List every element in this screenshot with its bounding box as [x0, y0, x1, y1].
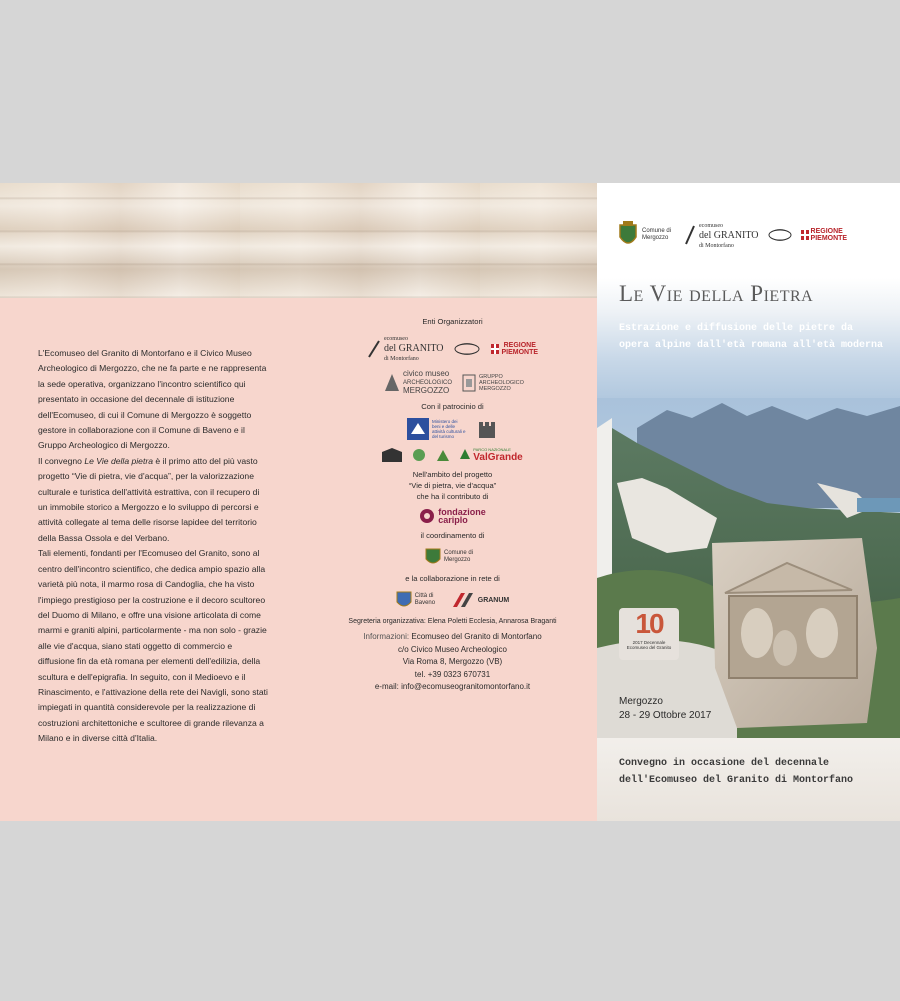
ambito-label: Nell'ambito del progetto	[412, 470, 493, 479]
progetto-name: “Vie di pietra, vie d'acqua”	[408, 481, 497, 490]
decennale-caption: Ecomuseo del Granito	[626, 645, 672, 650]
cover-subtitle: Estrazione e diffusione delle pietre da opera alpine dall'età romana all'età moderna	[619, 323, 884, 351]
temple-icon	[462, 373, 476, 393]
intro-paragraph-3: Tali elementi, fondanti per l'Ecomuseo del Granito, sono al centro dell'incontro scientifico, che dedica ampio spazio alla varietà più nota, il marmo rosa di Candoglia, che ha visto l'impiego prestigioso per la costruzione e il decoro scultoreo del Duomo di Milano, e offre una visione articolata di come marmi e graniti alpini, particolarmente - ma non solo - grazie alle vie d'acqua, siano stati oggetto di commercio e diffusione fin da età romana per elementi dell'edilizia, della scultura e dell'epigrafia. In seguito, con il Medioevo e il Rinascimento, e l'attivazione della rete dei Navigli, sono stati impiegati in quantità considerevole per la realizzazione di costruzioni architettoniche e scultoree di grande rilevanza a Milano e in diverse città d'Italia.	[38, 548, 268, 744]
contributo-label: che ha il contributo di	[416, 492, 489, 501]
regione-logo	[491, 342, 538, 356]
ministero-text: Ministero dei beni e delle attività culturali e del turismo	[432, 419, 466, 439]
granito-mid: del GRANITO	[383, 343, 444, 354]
tree-icon	[460, 449, 470, 461]
enti-logos-row-2	[320, 370, 585, 395]
convegno-line-2: dell'Ecomuseo del Granito di Montorfano	[619, 775, 854, 786]
fondazione-icon	[419, 508, 435, 524]
cover-coat-of-arms-icon	[617, 221, 639, 249]
stele-relief	[712, 538, 877, 728]
coordinamento-row	[320, 547, 585, 567]
quarry-photo	[597, 398, 900, 738]
info-line-4: tel. +39 0323 670731	[414, 669, 491, 679]
cover-regione-2: PIEMONTE	[810, 235, 848, 242]
patrocinio-logos-row-1	[320, 418, 585, 440]
cover-granito-mid: del GRANITO	[699, 229, 759, 241]
cover-comune-text: Comune di Mergozzo	[642, 228, 672, 241]
baveno-arms-icon	[396, 590, 412, 610]
museo-3: MERGOZZO	[402, 386, 450, 395]
convegno-pre: Il convegno	[38, 455, 85, 466]
cover-flag-icon	[801, 230, 809, 240]
patrocinio-label: Con il patrocinio di	[421, 402, 484, 411]
cover-regione-1: REGIONE	[810, 228, 843, 235]
chisel-icon	[367, 340, 381, 358]
convegno-post: è il primo atto del più vasto progetto “Vie di pietra, vie d'acqua”, per la valorizzazione culturale e turistica dell'attività estrattiva, con il recupero di un immobile storico a Mergozzo e lo sviluppo di percorsi e attività collegate al tema delle risorse lapidee del territorio della Bassa Ossola e del Verbano.	[38, 455, 260, 543]
eye-icon	[453, 342, 481, 356]
cover-title: Le Vie della Pietra	[619, 281, 814, 306]
convegno-title: Le Vie della pietra	[84, 455, 153, 466]
granum-text: GRANUM	[477, 596, 510, 604]
coordinamento-label: il coordinamento di	[420, 531, 485, 540]
granito-top: ecomuseo	[383, 336, 408, 342]
intro-paragraph-2	[38, 454, 270, 546]
gruppo-text: GRUPPO ARCHEOLOGICO MERGOZZO	[479, 373, 524, 392]
segreteria-text: Segreteria organizzativa: Elena Poletti Ecclesia, Annarosa Braganti	[348, 618, 557, 625]
info-line-2: c/o Civico Museo Archeologico	[398, 644, 507, 654]
info-line-1: Ecomuseo del Granito di Montorfano	[411, 632, 542, 641]
valgrande-text: ValGrande	[473, 452, 523, 463]
mountain-icon	[436, 448, 450, 462]
decennale-number: 10	[635, 608, 663, 639]
info-line-3: Via Roma 8, Mergozzo (VB)	[402, 657, 503, 666]
gruppo-logo	[462, 373, 524, 393]
comune-mergozzo-text: Comune di Mergozzo	[444, 550, 474, 563]
cover-regione-logo	[801, 228, 848, 242]
patrocinio-logos-row-2	[320, 446, 585, 463]
coat-of-arms-icon	[425, 547, 441, 567]
info-label: Informazioni:	[363, 632, 410, 641]
castle-logo	[476, 418, 498, 440]
info-block	[320, 631, 585, 694]
granum-logo	[453, 593, 510, 607]
fondazione-row	[320, 508, 585, 524]
collaborazione-label: e la collaborazione in rete di	[405, 574, 500, 583]
parco-text: PARCO NAZIONALE	[473, 447, 511, 452]
cover-comune-logo	[617, 221, 676, 249]
collaborazione-row	[320, 590, 585, 610]
intro-text	[38, 346, 270, 747]
granito-bot: di Montorfano	[383, 356, 419, 362]
event-place-date	[619, 695, 711, 723]
museo-1: civico museo	[402, 369, 450, 378]
convegno-note	[619, 755, 889, 789]
globe-icon	[412, 448, 426, 462]
fondazione-1: fondazione	[438, 507, 486, 517]
ministero-icon	[407, 418, 429, 440]
brochure	[0, 183, 900, 821]
cover-panel	[597, 183, 900, 821]
marble-strip-image	[0, 183, 597, 298]
fondazione-logo	[419, 508, 486, 524]
intro-paragraph-1: L'Ecomuseo del Granito di Montorfano e il Civico Museo Archeologico di Mergozzo, che ne fa parte e ne rappresenta la sede operativa, organizzano l'incontro scientifico qui presentato in occasione del decennale di istituzione dell'Ecomuseo, di cui il Comune di Mergozzo è soggetto gestore in collaborazione con il Comune di Baveno e il Gruppo Archeologico di Mergozzo.	[38, 348, 267, 451]
flag-icon	[491, 344, 499, 354]
landscape-illustration	[597, 398, 900, 738]
cover-eye-icon	[767, 228, 793, 242]
regione-1: REGIONE	[503, 341, 536, 349]
event-place: Mergozzo	[619, 696, 663, 707]
info-email[interactable]: e-mail: info@ecomuseogranitomontorfano.it	[374, 682, 531, 691]
museo-logo	[384, 370, 452, 395]
event-date: 28 - 29 Ottobre 2017	[619, 710, 712, 721]
enti-label: Enti Organizzatori	[422, 317, 483, 326]
granum-icon	[453, 593, 475, 607]
unesco-icon	[382, 448, 402, 462]
cover-granito-logo	[684, 220, 759, 251]
baveno-text: Città di Baveno	[414, 593, 436, 606]
cover-granito-bot: di Montorfano	[699, 242, 734, 249]
regione-2: PIEMONTE	[501, 348, 539, 356]
decennale-year: 2017 Decennale	[632, 640, 666, 645]
museo-2: ARCHEOLOGICO	[402, 380, 452, 386]
cover-granito-top: ecomuseo	[699, 222, 723, 229]
baveno-logo	[396, 590, 443, 610]
cover-chisel-icon	[684, 225, 696, 245]
left-panel	[0, 298, 597, 821]
granito-logo	[367, 333, 444, 364]
decennale-badge	[619, 608, 679, 660]
fondazione-2: cariplo	[438, 515, 468, 525]
convegno-line-1: Convegno in occasione del decennale	[619, 758, 830, 769]
ministero-logo	[407, 418, 466, 440]
comune-mergozzo-logo	[425, 547, 480, 567]
cover-logos	[617, 215, 897, 255]
valgrande-logo	[460, 446, 522, 463]
enti-logos-row-1	[320, 333, 585, 364]
organizers-column	[320, 316, 585, 694]
arrowhead-icon	[384, 373, 400, 393]
castle-icon	[476, 418, 498, 440]
